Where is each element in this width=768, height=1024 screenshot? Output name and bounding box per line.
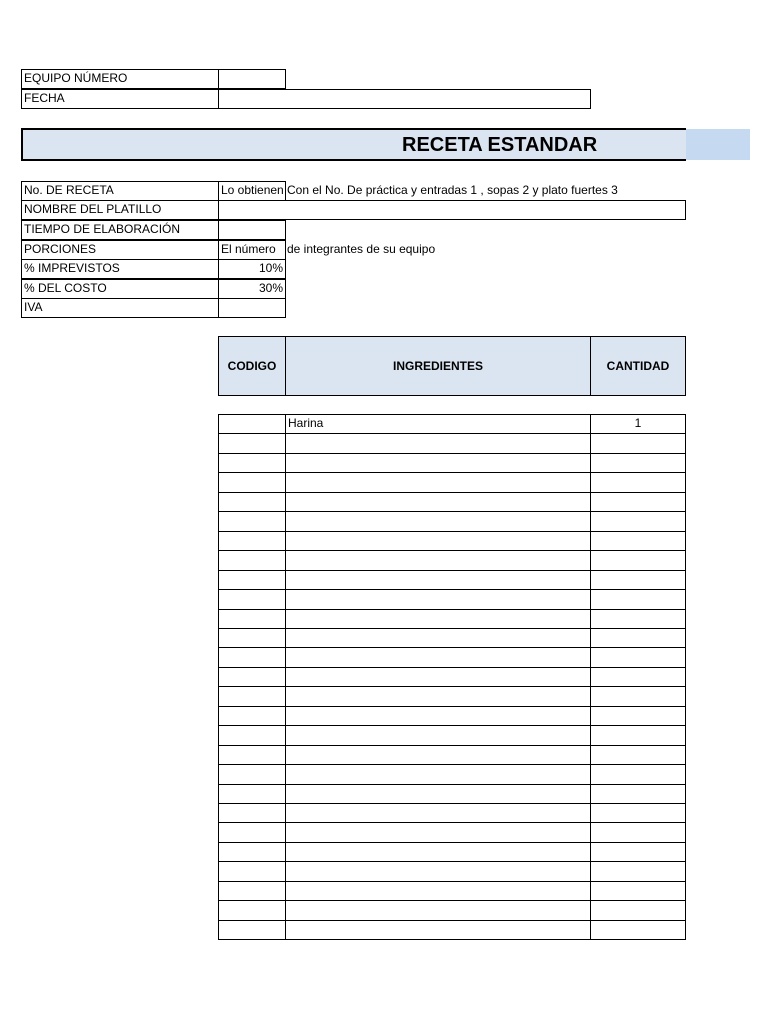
ingrediente-cell[interactable] [285, 570, 591, 590]
codigo-cell[interactable] [218, 803, 286, 823]
cantidad-cell[interactable] [590, 472, 686, 493]
header-ingredientes: INGREDIENTES [285, 336, 591, 396]
fecha-input[interactable] [218, 89, 591, 109]
codigo-cell[interactable] [218, 822, 286, 843]
cantidad-cell[interactable] [590, 647, 686, 668]
codigo-cell[interactable] [218, 881, 286, 901]
ingrediente-cell[interactable] [285, 764, 591, 785]
cantidad-cell[interactable] [590, 842, 686, 862]
equipo-input[interactable] [218, 69, 286, 89]
numero-receta-input[interactable]: Lo obtienen [218, 181, 286, 201]
imprevistos-input[interactable]: 10% [218, 259, 286, 279]
codigo-cell[interactable] [218, 492, 286, 512]
cantidad-cell[interactable] [590, 822, 686, 843]
codigo-cell[interactable] [218, 861, 286, 882]
codigo-cell[interactable] [218, 842, 286, 862]
cantidad-cell[interactable] [590, 609, 686, 629]
codigo-cell[interactable] [218, 609, 286, 629]
tiempo-input[interactable] [218, 220, 286, 240]
cantidad-cell[interactable] [590, 706, 686, 726]
cantidad-cell[interactable] [590, 531, 686, 551]
ingrediente-cell[interactable] [285, 550, 591, 571]
porciones-input[interactable]: El número [218, 240, 286, 260]
cantidad-cell[interactable] [590, 920, 686, 940]
ingrediente-cell[interactable] [285, 472, 591, 493]
cantidad-cell[interactable] [590, 861, 686, 882]
imprevistos-label: % IMPREVISTOS [21, 259, 219, 279]
codigo-cell[interactable] [218, 531, 286, 551]
codigo-cell[interactable] [218, 647, 286, 668]
iva-input[interactable] [218, 298, 286, 318]
codigo-cell[interactable] [218, 570, 286, 590]
ingrediente-cell[interactable] [285, 531, 591, 551]
cantidad-cell[interactable] [590, 511, 686, 532]
cantidad-cell[interactable] [590, 492, 686, 512]
iva-label: IVA [21, 298, 219, 318]
codigo-cell[interactable] [218, 628, 286, 648]
cantidad-cell[interactable] [590, 589, 686, 610]
codigo-cell[interactable] [218, 414, 286, 434]
codigo-cell[interactable] [218, 550, 286, 571]
ingrediente-cell[interactable] [285, 647, 591, 668]
ingrediente-cell[interactable] [285, 920, 591, 940]
codigo-cell[interactable] [218, 686, 286, 707]
cantidad-cell[interactable] [590, 628, 686, 648]
cantidad-cell[interactable] [590, 725, 686, 746]
ingrediente-cell[interactable] [285, 900, 591, 921]
ingrediente-cell[interactable]: Harina [285, 414, 591, 434]
codigo-cell[interactable] [218, 589, 286, 610]
ingrediente-cell[interactable] [285, 433, 591, 454]
codigo-cell[interactable] [218, 433, 286, 454]
ingrediente-cell[interactable] [285, 725, 591, 746]
equipo-label: EQUIPO NÚMERO [21, 69, 219, 89]
ingrediente-cell[interactable] [285, 822, 591, 843]
ingrediente-cell[interactable] [285, 609, 591, 629]
codigo-cell[interactable] [218, 472, 286, 493]
porciones-label: PORCIONES [21, 240, 219, 260]
ingrediente-cell[interactable] [285, 628, 591, 648]
cantidad-cell[interactable] [590, 433, 686, 454]
codigo-cell[interactable] [218, 745, 286, 765]
header-cantidad: CANTIDAD [590, 336, 686, 396]
codigo-cell[interactable] [218, 784, 286, 804]
nombre-platillo-input[interactable] [218, 200, 686, 220]
ingrediente-cell[interactable] [285, 492, 591, 512]
costo-input[interactable]: 30% [218, 279, 286, 299]
ingrediente-cell[interactable] [285, 881, 591, 901]
ingrediente-cell[interactable] [285, 686, 591, 707]
codigo-cell[interactable] [218, 920, 286, 940]
costo-label: % DEL COSTO [21, 279, 219, 299]
cantidad-cell[interactable] [590, 881, 686, 901]
codigo-cell[interactable] [218, 453, 286, 473]
cantidad-cell[interactable] [590, 686, 686, 707]
cantidad-cell[interactable] [590, 570, 686, 590]
ingrediente-cell[interactable] [285, 784, 591, 804]
cantidad-cell[interactable] [590, 900, 686, 921]
fecha-label: FECHA [21, 89, 219, 109]
cantidad-cell[interactable]: 1 [590, 414, 686, 434]
ingrediente-cell[interactable] [285, 667, 591, 687]
cantidad-cell[interactable] [590, 784, 686, 804]
nombre-platillo-label: NOMBRE DEL PLATILLO [21, 200, 219, 220]
ingrediente-cell[interactable] [285, 706, 591, 726]
codigo-cell[interactable] [218, 667, 286, 687]
ingrediente-cell[interactable] [285, 861, 591, 882]
cantidad-cell[interactable] [590, 667, 686, 687]
cantidad-cell[interactable] [590, 803, 686, 823]
porciones-note: de integrantes de su equipo [287, 242, 436, 256]
page-title: RECETA ESTANDAR [402, 134, 598, 156]
cantidad-cell[interactable] [590, 764, 686, 785]
ingrediente-cell[interactable] [285, 511, 591, 532]
numero-receta-note: Con el No. De práctica y entradas 1 , sopas 2 y plato fuertes 3 [287, 183, 618, 197]
ingrediente-cell[interactable] [285, 803, 591, 823]
codigo-cell[interactable] [218, 764, 286, 785]
tiempo-label: TIEMPO DE ELABORACIÓN [21, 220, 219, 240]
codigo-cell[interactable] [218, 725, 286, 746]
ingrediente-cell[interactable] [285, 453, 591, 473]
cantidad-cell[interactable] [590, 745, 686, 765]
cantidad-cell[interactable] [590, 453, 686, 473]
header-codigo: CODIGO [218, 336, 286, 396]
numero-receta-label: No. DE RECETA [21, 181, 219, 201]
ingrediente-cell[interactable] [285, 842, 591, 862]
cantidad-cell[interactable] [590, 550, 686, 571]
codigo-cell[interactable] [218, 900, 286, 921]
codigo-cell[interactable] [218, 706, 286, 726]
ingrediente-cell[interactable] [285, 745, 591, 765]
title-bar-extension [686, 129, 750, 160]
codigo-cell[interactable] [218, 511, 286, 532]
ingrediente-cell[interactable] [285, 589, 591, 610]
